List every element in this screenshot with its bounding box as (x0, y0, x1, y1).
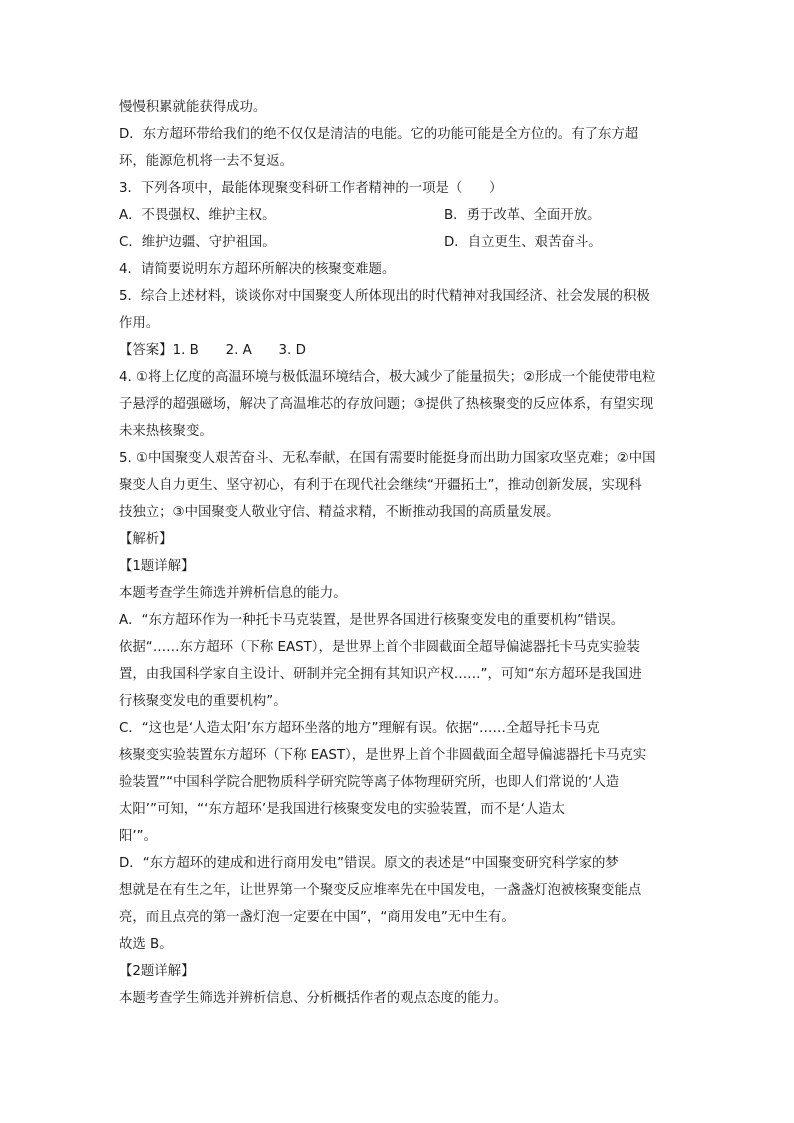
q1-option-d-analysis: 想就是在有生之年，让世界第一个聚变反应堆率先在中国发电，一盏盏灯泡被核聚变能点 (119, 883, 642, 898)
q5-stem-line: 5．综合上述材料，谈谈你对中国聚变人所体现出的时代精神对我国经济、社会发展的积极 (119, 289, 650, 304)
q4-stem: 4．请简要说明东方超环所解决的核聚变难题。 (119, 262, 396, 277)
q1-option-a-analysis: 依据“……东方超环（下称 EAST），是世界上首个非圆截面全超导偏滤器托卡马克实验装 (119, 640, 640, 655)
q2-detail-label: 【2题详解】 (119, 964, 195, 979)
q3-option-b: B．勇于改革、全面开放。 (444, 208, 601, 223)
answer-choices: 1. B 2. A 3. D (172, 343, 306, 358)
answer-4-line: 子悬浮的超强磁场，解决了高温堆芯的存放问题；③提供了热核聚变的反应体系，有望实现 (119, 397, 654, 412)
q2-option-d-line: 环，能源危机将一去不复返。 (119, 154, 294, 169)
q3-option-d: D．自立更生、艰苦奋斗。 (444, 235, 602, 250)
q3-option-c: C．维护边疆、守护祖国。 (119, 235, 276, 250)
answer-5-line: 5. ①中国聚变人艰苦奋斗、无私奉献，在国有需要时能挺身而出助力国家攻坚克难；②中国 (119, 451, 656, 466)
q1-detail-intro: 本题考查学生筛选并辨析信息的能力。 (119, 586, 347, 601)
q2-option-d-line: D．东方超环带给我们的绝不仅仅是清洁的电能。它的功能可能是全方位的。有了东方超 (119, 127, 639, 142)
q2-option-c-continuation: 慢慢积累就能获得成功。 (119, 100, 267, 115)
q3-options-row-2 (119, 229, 679, 256)
answer-4-line: 未来热核聚变。 (119, 424, 213, 439)
q1-option-c-analysis: 验装置”“中国科学院合肥物质科学研究院等离子体物理研究所，也即人们常说的‘人造 (119, 775, 620, 790)
answer-label: 【答案】 (119, 343, 173, 358)
q5-stem-line: 作用。 (119, 316, 160, 331)
q1-conclusion: 故选 B。 (119, 937, 173, 952)
q1-option-a-analysis: A．“东方超环作为一种托卡马克装置，是世界各国进行核聚变发电的重要机构”错误。 (119, 613, 625, 628)
q1-option-a-analysis: 置，由我国科学家自主设计、研制并完全拥有其知识产权……”，可知“东方超环是我国进 (119, 667, 642, 682)
q1-option-c-analysis: 太阳’”可知，“‘东方超环’是我国进行核聚变发电的实验装置，而不是‘人造太 (119, 802, 566, 817)
answer-5-line: 聚变人自力更生、坚守初心，有利于在现代社会继续“开疆拓土”，推动创新发展，实现科 (119, 478, 642, 493)
q1-detail-label: 【1题详解】 (119, 559, 195, 574)
q1-option-d-analysis: D．“东方超环的建成和进行商用发电”错误。原文的表述是“中国聚变研究科学家的梦 (119, 856, 619, 871)
answer-4-line: 4. ①将上亿度的高温环境与极低温环境结合，极大减少了能量损失；②形成一个能使带电粒 (119, 370, 656, 385)
q3-options-row-1 (119, 202, 679, 229)
answer-5-line: 技独立；③中国聚变人敬业守信、精益求精，不断推动我国的高质量发展。 (119, 505, 560, 520)
document-body (119, 94, 679, 1012)
q1-option-d-analysis: 亮，而且点亮的第一盏灯泡一定要在中国”，“商用发电”无中生有。 (119, 910, 515, 925)
q1-option-c-analysis: 阳’”。 (119, 829, 157, 844)
q3-stem: 3．下列各项中，最能体现聚变科研工作者精神的一项是（ ） (119, 181, 503, 196)
analysis-label: 【解析】 (119, 532, 173, 547)
q1-option-c-analysis: C．“这也是‘人造太阳’东方超环坐落的地方”理解有误。依据“……全超导托卡马克 (119, 721, 600, 736)
q1-option-c-analysis: 核聚变实验装置东方超环（下称 EAST），是世界上首个非圆截面全超导偏滤器托卡马克实 (119, 748, 647, 763)
q1-option-a-analysis: 行核聚变发电的重要机构”。 (119, 694, 287, 709)
answer-choices-line (119, 337, 679, 364)
q2-detail-intro: 本题考查学生筛选并辨析信息、分析概括作者的观点态度的能力。 (119, 991, 508, 1006)
q3-option-a: A．不畏强权、维护主权。 (119, 208, 276, 223)
